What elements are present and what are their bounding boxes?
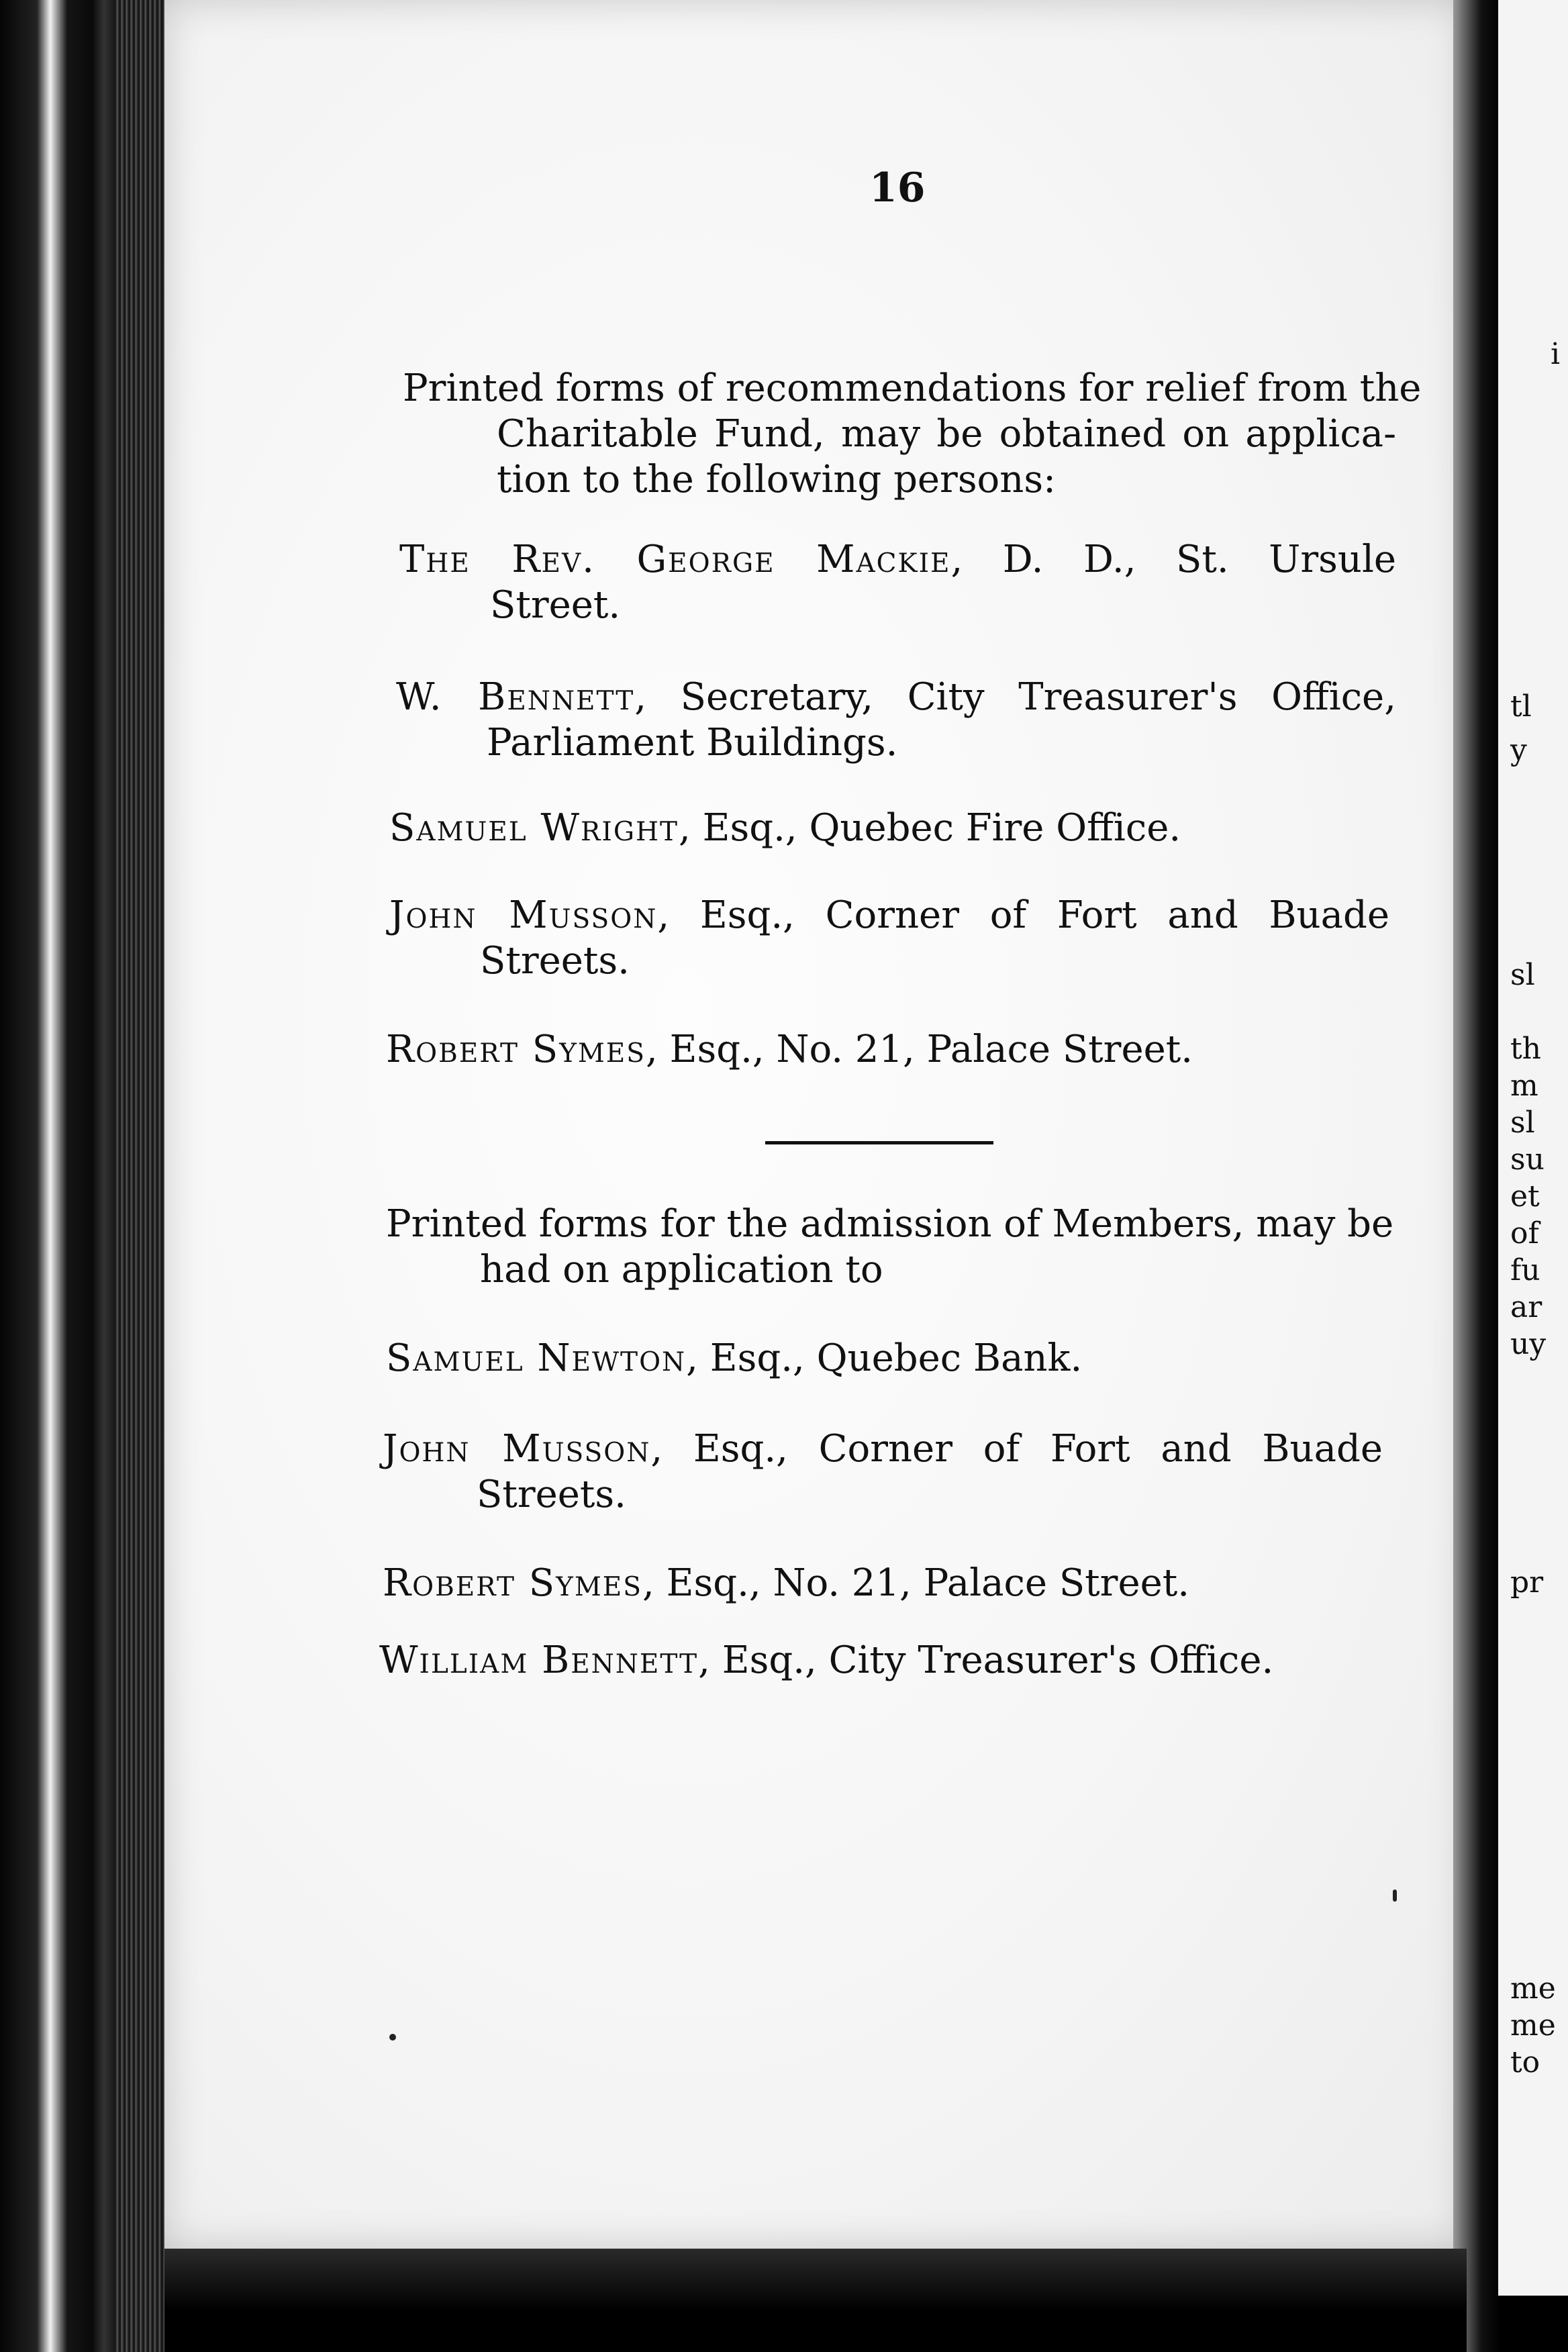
entry-continuation: Streets. (477, 1473, 626, 1516)
page-number: 16 (869, 164, 926, 211)
adjacent-text: sl (1510, 1106, 1535, 1140)
adjacent-text: m (1510, 1069, 1538, 1103)
page-stack-edges (114, 0, 168, 2352)
admission-entry (383, 1426, 1383, 1518)
book-gutter (1453, 0, 1500, 2352)
section1-intro-line3: tion to the following persons: (497, 458, 1056, 501)
bottom-shadow (164, 2249, 1467, 2352)
adjacent-text: fu (1510, 1253, 1540, 1287)
entry-name: W. Bennett (396, 675, 635, 719)
adjacent-text: i (1551, 337, 1561, 371)
section1-intro-line2: Charitable Fund, may be obtained on applica- (497, 412, 1396, 456)
entry-detail: , Esq., Quebec Bank. (686, 1336, 1083, 1380)
adjacent-text: to (1510, 2045, 1540, 2079)
admission-entry (386, 1336, 1259, 1381)
section1-intro-line1: Printed forms of recommendations for relief from the (403, 366, 1422, 410)
recommendation-entry (386, 1027, 1326, 1073)
admission-entry (383, 1561, 1322, 1606)
adjacent-text: tl (1510, 689, 1532, 724)
entry-continuation: Parliament Buildings. (487, 721, 898, 765)
entry-detail: , Secretary, City Treasurer's Office, (634, 675, 1396, 719)
entry-name: John Musson (389, 893, 658, 937)
recommendation-entry (389, 893, 1389, 984)
adjacent-text: y (1510, 733, 1527, 767)
entry-name: Robert Symes (383, 1561, 642, 1605)
section1-intro (403, 366, 1422, 503)
recommendation-entry (396, 675, 1396, 766)
entry-detail: , D. D., St. Ursule (950, 538, 1396, 581)
ink-speck (389, 2034, 396, 2041)
entry-name: William Bennett (379, 1638, 699, 1682)
entry-name: John Musson (383, 1427, 651, 1471)
entry-detail: , Esq., No. 21, Palace Street. (642, 1561, 1190, 1605)
adjacent-text: me (1510, 2008, 1556, 2043)
adjacent-text: ar (1510, 1290, 1542, 1324)
entry-continuation: Streets. (480, 939, 630, 983)
entry-detail: , Esq., Corner of Fort and Buade (657, 893, 1389, 937)
section2-intro-line2: had on application to (480, 1248, 883, 1291)
ink-speck (1393, 1890, 1397, 1902)
adjacent-text: sl (1510, 958, 1535, 992)
entry-name: Samuel Newton (386, 1336, 687, 1380)
entry-name: The Rev. George Mackie (399, 538, 951, 581)
admission-entry (379, 1638, 1353, 1683)
section-divider (765, 1141, 993, 1144)
entry-detail: , Esq., Quebec Fire Office. (679, 806, 1181, 850)
adjacent-text: uy (1510, 1327, 1547, 1361)
adjacent-text: pr (1510, 1565, 1544, 1600)
adjacent-text: of (1510, 1216, 1539, 1251)
entry-name: Samuel Wright (389, 806, 679, 850)
adjacent-text: et (1510, 1179, 1540, 1214)
recommendation-entry (399, 537, 1396, 628)
adjacent-text: th (1510, 1032, 1542, 1066)
section2-intro-line1: Printed forms for the admission of Members, may be (386, 1202, 1394, 1246)
adjacent-text: su (1510, 1142, 1545, 1177)
entry-detail: , Esq., City Treasurer's Office. (698, 1638, 1274, 1682)
section2-intro (386, 1202, 1394, 1293)
entry-name: Robert Symes (386, 1028, 646, 1071)
entry-continuation: Street. (490, 583, 621, 627)
entry-detail: , Esq., No. 21, Palace Street. (646, 1028, 1193, 1071)
recommendation-entry (389, 805, 1262, 851)
entry-detail: , Esq., Corner of Fort and Buade (650, 1427, 1383, 1471)
book-page (164, 0, 1467, 2249)
adjacent-text: me (1510, 1971, 1556, 2006)
